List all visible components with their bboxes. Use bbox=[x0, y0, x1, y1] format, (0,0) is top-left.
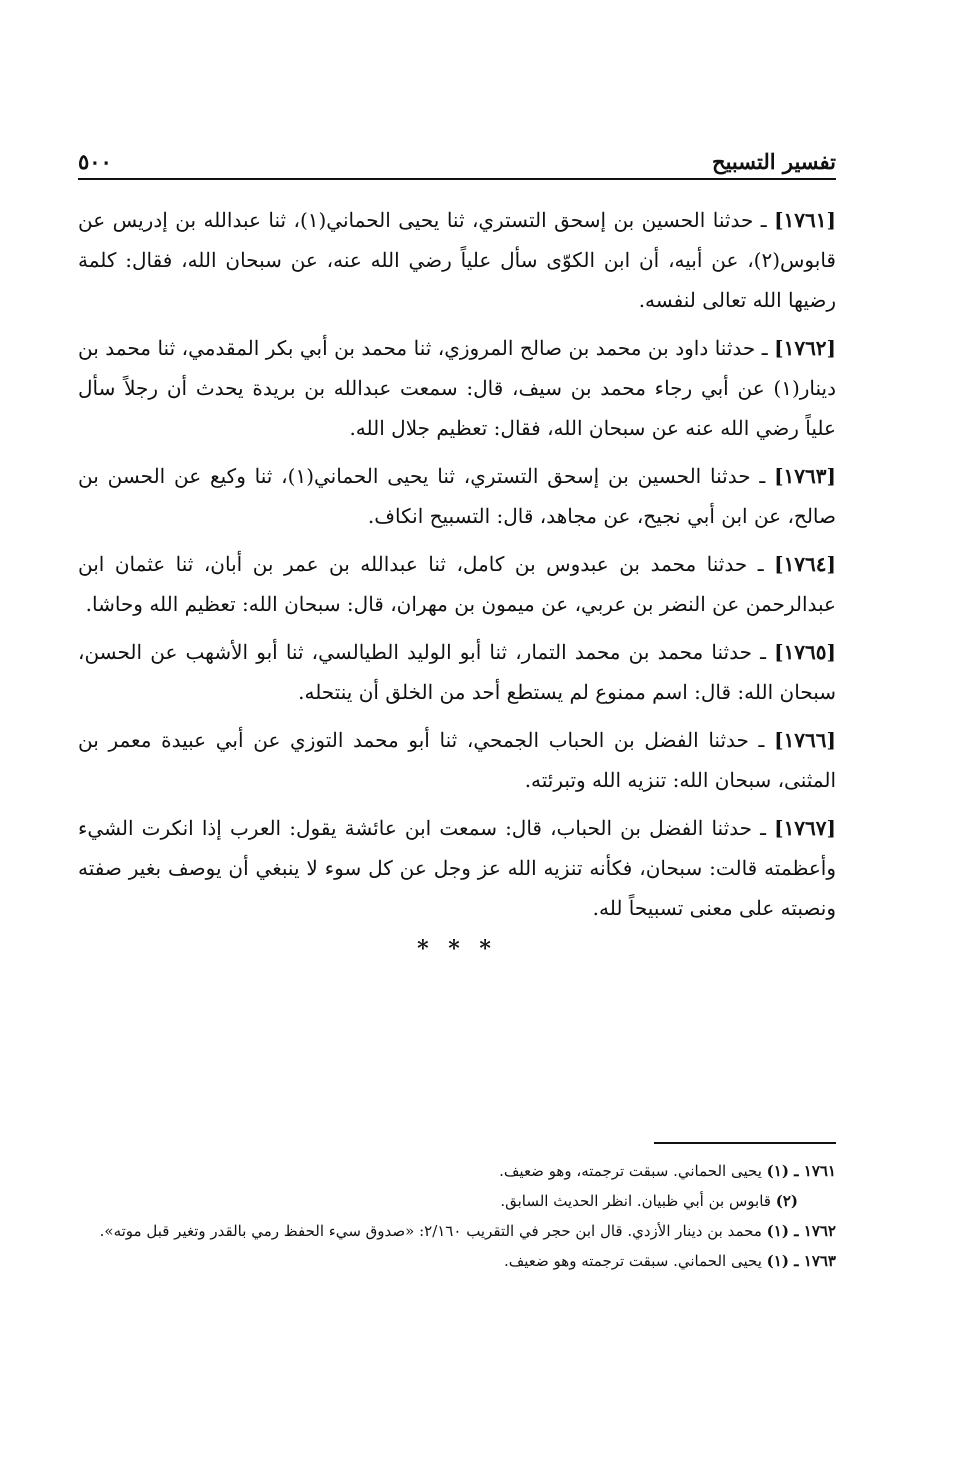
hadith-text: ـ حدثنا محمد بن محمد التمار، ثنا أبو الوليد الطيالسي، ثنا أبو الأشهب عن الحسن، سبحان الله: قال: اسم ممنوع لم يستطع أحد من الخلق أن ينتحله. bbox=[78, 640, 836, 704]
hadith-paragraph bbox=[78, 328, 836, 448]
header-rule bbox=[78, 178, 836, 180]
hadith-text: ـ حدثنا الحسين بن إسحق التستري، ثنا يحيى الحماني(١)، ثنا وكيع عن الحسن بن صالح، عن ابن أبي نجيح، عن مجاهد، قال: التسبيح انكاف. bbox=[78, 464, 836, 528]
footnote-text: قابوس بن أبي ظبيان. انظر الحديث السابق. bbox=[500, 1192, 776, 1210]
footnote-ref: ١٧٦٢ ـ (١) bbox=[766, 1222, 836, 1240]
hadith-paragraph bbox=[78, 456, 836, 536]
footnotes bbox=[78, 1156, 836, 1276]
hadith-text: ـ حدثنا الحسين بن إسحق التستري، ثنا يحيى الحماني(١)، ثنا عبدالله بن إدريس عن قابوس(٢)، عن أبيه، أن ابن الكوّى سأل علياً رضي الله عنه، عن سبحان الله، فقال: كلمة رضيها الله تعالى لنفسه. bbox=[78, 208, 836, 312]
footnote-ref: ١٧٦٣ ـ (١) bbox=[766, 1252, 836, 1270]
hadith-number: [١٧٦٢] bbox=[774, 336, 837, 360]
hadith-paragraph bbox=[78, 200, 836, 320]
running-header bbox=[78, 138, 836, 174]
hadith-number: [١٧٦٦] bbox=[774, 728, 836, 752]
running-title: تفسير التسبيح bbox=[712, 149, 836, 174]
footnote bbox=[78, 1156, 836, 1186]
footnote-text: محمد بن دينار الأزدي. قال ابن حجر في التقريب ٢/١٦٠: «صدوق سيء الحفظ رمي بالقدر وتغير قبل موته». bbox=[99, 1222, 767, 1240]
footnote-text: يحيى الحماني. سبقت ترجمته وهو ضعيف. bbox=[503, 1252, 767, 1270]
hadith-text: ـ حدثنا الفضل بن الحباب الجمحي، ثنا أبو محمد التوزي عن أبي عبيدة معمر بن المثنى، سبحان الله: تنزيه الله وتبرئته. bbox=[78, 728, 836, 792]
hadith-paragraph bbox=[78, 632, 836, 712]
footnote-rule bbox=[654, 1142, 836, 1144]
footnote bbox=[78, 1246, 836, 1276]
hadith-number: [١٧٦٥] bbox=[774, 640, 836, 664]
hadith-paragraph bbox=[78, 544, 836, 624]
main-text bbox=[78, 200, 836, 962]
hadith-number: [١٧٦١] bbox=[774, 208, 836, 232]
book-page bbox=[78, 138, 836, 1338]
hadith-paragraph bbox=[78, 808, 836, 928]
hadith-number: [١٧٦٣] bbox=[774, 464, 836, 488]
footnote bbox=[78, 1216, 836, 1246]
hadith-number: [١٧٦٧] bbox=[774, 816, 836, 840]
footnote-text: يحيى الحماني. سبقت ترجمته، وهو ضعيف. bbox=[499, 1162, 767, 1180]
hadith-text: ـ حدثنا الفضل بن الحباب، قال: سمعت ابن عائشة يقول: العرب إذا انكرت الشيء وأعظمته قالت: سبحان، فكأنه تنزيه الله عز وجل عن كل سوء لا ينبغي أن يوصف بغير صفته ونصبته على معنى تسبيحاً لله. bbox=[78, 816, 836, 920]
hadith-text: ـ حدثنا محمد بن عبدوس بن كامل، ثنا عبدالله بن عمر بن أبان، ثنا عثمان ابن عبدالرحمن عن النضر بن عربي، عن ميمون بن مهران، قال: سبحان الله: تعظيم الله وحاشا. bbox=[78, 552, 836, 616]
page-number: ٥٠٠ bbox=[78, 149, 112, 174]
section-separator: * * * bbox=[417, 936, 497, 962]
hadith-paragraph bbox=[78, 720, 836, 800]
footnote-ref: (٢) bbox=[775, 1192, 798, 1210]
footnote-ref: ١٧٦١ ـ (١) bbox=[766, 1162, 836, 1180]
hadith-text: ـ حدثنا داود بن محمد بن صالح المروزي، ثنا محمد بن أبي بكر المقدمي، ثنا محمد بن دينار(١) عن أبي رجاء محمد بن سيف، قال: سمعت عبدالله بن بريدة يحدث أن رجلاً سأل علياً رضي الله عنه عن سبحان الله، فقال: تعظيم جلال الله. bbox=[78, 336, 836, 440]
hadith-number: [١٧٦٤] bbox=[774, 552, 836, 576]
footnote bbox=[78, 1186, 836, 1216]
